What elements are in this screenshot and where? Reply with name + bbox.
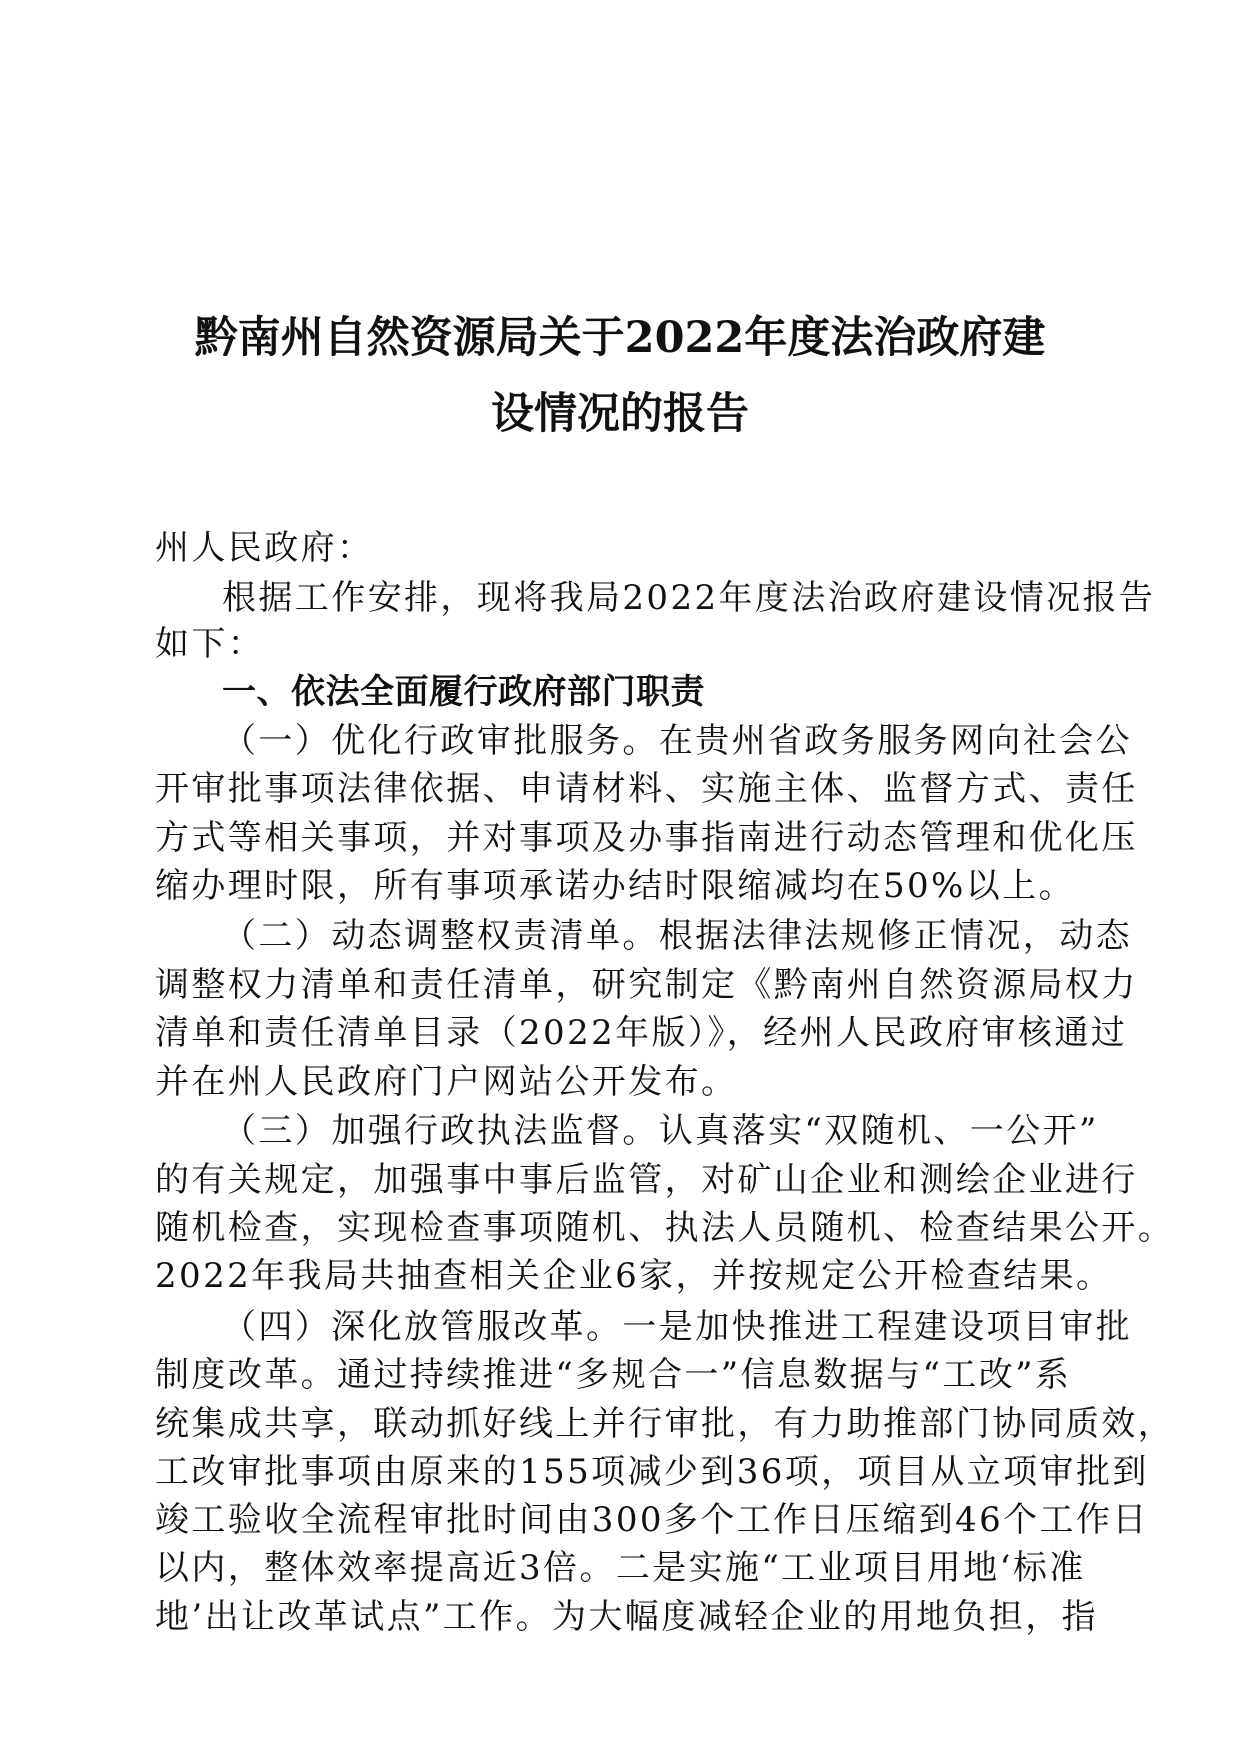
section-heading: 一、依法全面履行政府部门职责	[222, 672, 705, 712]
body-line: 工改审批事项由原来的155项减少到36项，项目从立项审批到	[155, 1452, 1149, 1492]
document-title-line-2: 设情况的报告	[491, 389, 749, 439]
body-line: 的有关规定，加强事中事后监管，对矿山企业和测绘企业进行	[155, 1160, 1138, 1200]
salutation: 州人民政府：	[155, 528, 374, 568]
body-line: 清单和责任清单目录（2022年版）》，经州人民政府审核通过	[155, 1013, 1128, 1053]
body-line: 根据工作安排，现将我局2022年度法治政府建设情况报告	[222, 578, 1156, 618]
document-title-line-1: 黔南州自然资源局关于2022年度法治政府建	[194, 313, 1046, 363]
body-line: 随机检查，实现检查事项随机、执法人员随机、检查结果公开。	[155, 1208, 1175, 1248]
body-line: 2022年我局共抽查相关企业6家，并按规定公开检查结果。	[155, 1256, 1113, 1296]
body-line: （一）优化行政审批服务。在贵州省政务服务网向社会公	[222, 721, 1132, 761]
body-line: 地’出让改革试点”工作。为大幅度减轻企业的用地负担，指	[155, 1597, 1098, 1637]
body-line: 以内，整体效率提高近3倍。二是实施“工业项目用地‘标准	[155, 1548, 1086, 1588]
body-line: 并在州人民政府门户网站公开发布。	[155, 1062, 738, 1102]
body-line: 缩办理时限，所有事项承诺办结时限缩减均在50%以上。	[155, 866, 1075, 906]
body-line: 统集成共享，联动抓好线上并行审批，有力助推部门协同质效，	[155, 1404, 1175, 1444]
body-line: 开审批事项法律依据、申请材料、实施主体、监督方式、责任	[155, 769, 1138, 809]
body-line: （四）深化放管服改革。一是加快推进工程建设项目审批	[222, 1307, 1132, 1347]
body-line: 调整权力清单和责任清单，研究制定《黔南州自然资源局权力	[155, 965, 1138, 1005]
body-line: 制度改革。通过持续推进“多规合一”信息数据与“工改”系	[155, 1355, 1072, 1395]
body-line: 方式等相关事项，并对事项及办事指南进行动态管理和优化压	[155, 818, 1138, 858]
body-line: 竣工验收全流程审批时间由300多个工作日压缩到46个工作日	[155, 1500, 1149, 1540]
body-line: （二）动态调整权责清单。根据法律法规修正情况，动态	[222, 916, 1132, 956]
body-line: 如下：	[155, 624, 265, 664]
body-line: （三）加强行政执法监督。认真落实“双随机、一公开”	[222, 1111, 1099, 1151]
